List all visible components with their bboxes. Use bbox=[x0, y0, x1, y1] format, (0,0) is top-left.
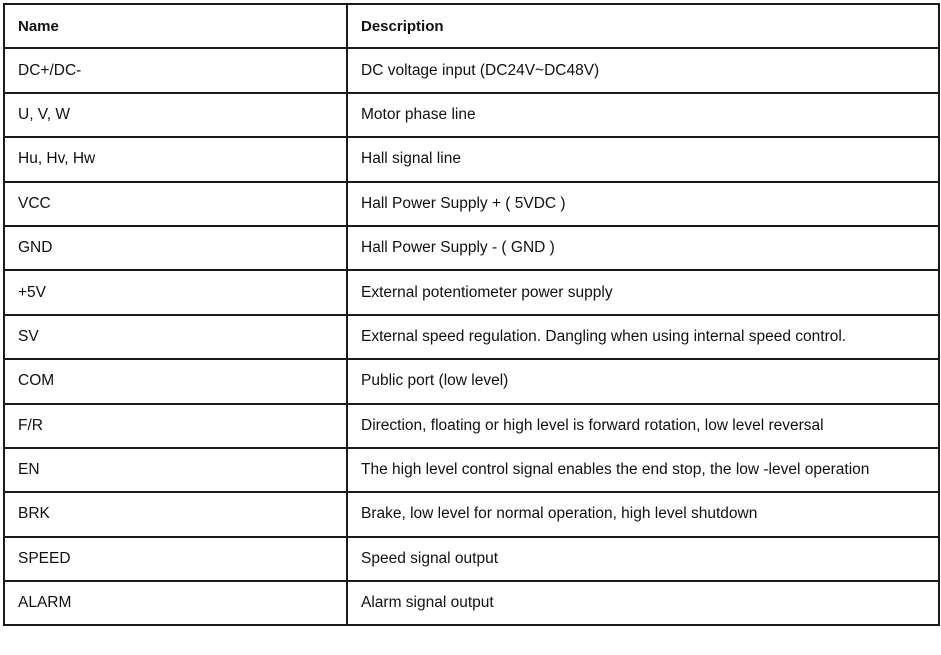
pin-name-cell: F/R bbox=[4, 404, 347, 448]
table-row bbox=[4, 315, 939, 359]
header-name: Name bbox=[4, 4, 347, 48]
table-row bbox=[4, 492, 939, 536]
pin-description-table bbox=[3, 3, 940, 626]
pin-name-cell: U, V, W bbox=[4, 93, 347, 137]
pin-description-cell: Public port (low level) bbox=[347, 359, 939, 403]
table-row bbox=[4, 93, 939, 137]
pin-description-cell: External potentiometer power supply bbox=[347, 270, 939, 314]
table-row bbox=[4, 359, 939, 403]
table-row bbox=[4, 537, 939, 581]
table-row bbox=[4, 137, 939, 181]
pin-name-cell: EN bbox=[4, 448, 347, 492]
pin-description-cell: Direction, floating or high level is forward rotation, low level reversal bbox=[347, 404, 939, 448]
table-row bbox=[4, 270, 939, 314]
table-header-row bbox=[4, 4, 939, 48]
pin-description-cell: Alarm signal output bbox=[347, 581, 939, 625]
pin-name-cell: Hu, Hv, Hw bbox=[4, 137, 347, 181]
table-row bbox=[4, 581, 939, 625]
pin-name-cell: GND bbox=[4, 226, 347, 270]
header-description: Description bbox=[347, 4, 939, 48]
table-row bbox=[4, 226, 939, 270]
pin-description-cell: The high level control signal enables the end stop, the low -level operation bbox=[347, 448, 939, 492]
table-container bbox=[3, 3, 938, 653]
pin-name-cell: +5V bbox=[4, 270, 347, 314]
pin-name-cell: VCC bbox=[4, 182, 347, 226]
pin-description-cell: Brake, low level for normal operation, high level shutdown bbox=[347, 492, 939, 536]
pin-name-cell: SPEED bbox=[4, 537, 347, 581]
pin-description-cell: Hall signal line bbox=[347, 137, 939, 181]
pin-description-cell: Hall Power Supply + ( 5VDC ) bbox=[347, 182, 939, 226]
table-row bbox=[4, 48, 939, 92]
pin-description-cell: External speed regulation. Dangling when using internal speed control. bbox=[347, 315, 939, 359]
pin-name-cell: SV bbox=[4, 315, 347, 359]
pin-name-cell: BRK bbox=[4, 492, 347, 536]
pin-description-cell: Hall Power Supply - ( GND ) bbox=[347, 226, 939, 270]
table-row bbox=[4, 448, 939, 492]
pin-description-cell: Speed signal output bbox=[347, 537, 939, 581]
pin-description-cell: DC voltage input (DC24V~DC48V) bbox=[347, 48, 939, 92]
table-row bbox=[4, 404, 939, 448]
pin-name-cell: ALARM bbox=[4, 581, 347, 625]
pin-name-cell: DC+/DC- bbox=[4, 48, 347, 92]
pin-name-cell: COM bbox=[4, 359, 347, 403]
table-row bbox=[4, 182, 939, 226]
pin-description-cell: Motor phase line bbox=[347, 93, 939, 137]
